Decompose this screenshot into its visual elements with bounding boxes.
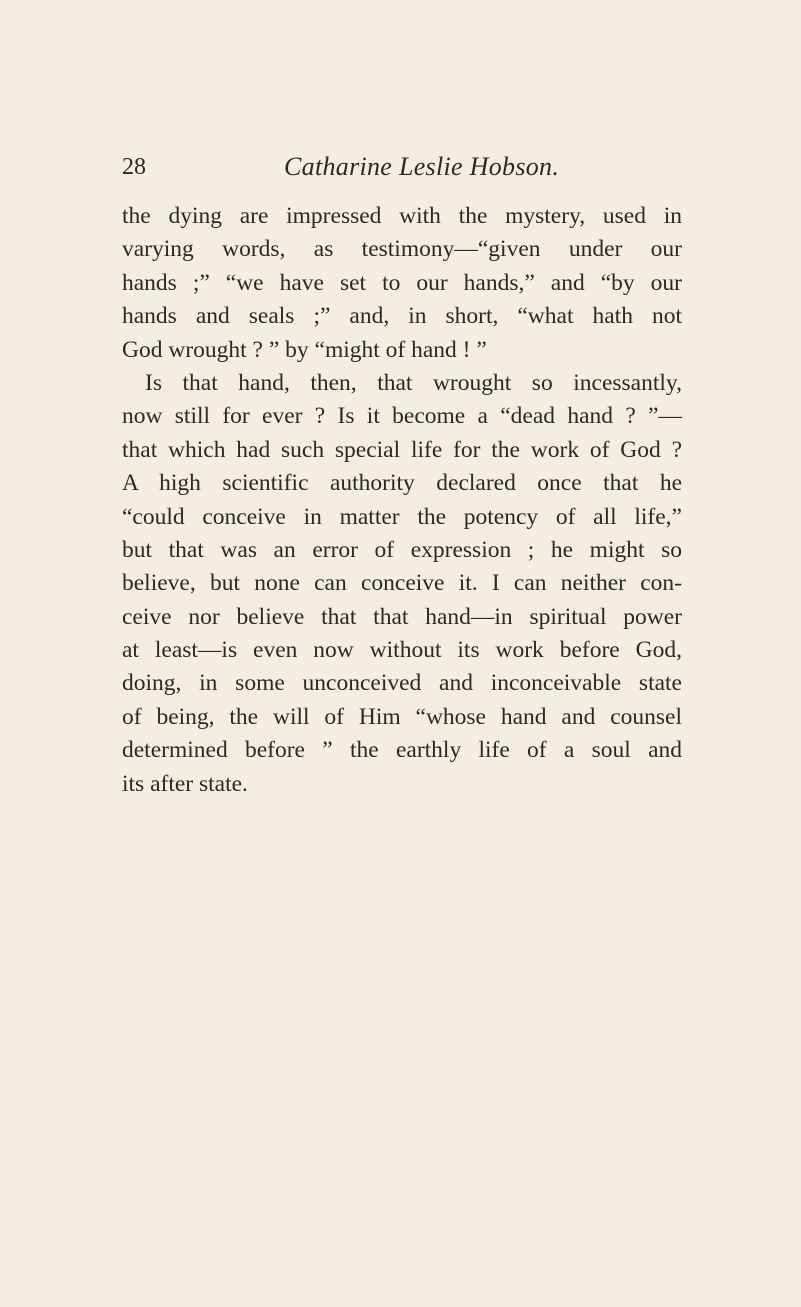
running-title: Catharine Leslie Hobson. <box>284 152 560 181</box>
text-line: that which had such special life for the work of God ? <box>122 436 682 463</box>
text-line: of being, the will of Him “whose hand and counsel <box>122 703 682 730</box>
text-line: believe, but none can conceive it. I can neither con- <box>122 570 682 597</box>
body-text <box>122 200 682 801</box>
text-line: its after state. <box>122 770 248 797</box>
text-line: doing, in some unconceived and inconceivable state <box>122 670 682 697</box>
text-line: ceive nor believe that that hand—in spiritual power <box>122 603 682 630</box>
text-line: varying words, as testimony—“given under our <box>122 236 682 263</box>
text-line: A high scientific authority declared once that he <box>122 470 682 497</box>
text-line: at least—is even now without its work before God, <box>122 637 682 664</box>
text-line: hands and seals ;” and, in short, “what hath not <box>122 303 682 330</box>
text-line: determined before ” the earthly life of a soul and <box>122 737 682 764</box>
page-header <box>122 150 682 190</box>
text-line: the dying are impressed with the mystery, used in <box>122 203 682 229</box>
page-number: 28 <box>122 154 146 180</box>
text-line: but that was an error of expression ; he might so <box>122 536 682 563</box>
text-line: hands ;” “we have set to our hands,” and “by our <box>122 269 682 296</box>
text-line: “could conceive in matter the potency of all life,” <box>122 503 682 530</box>
text-line: Is that hand, then, that wrought so incessantly, <box>145 369 682 396</box>
text-line: God wrought ? ” by “might of hand ! ” <box>122 336 487 363</box>
text-line: now still for ever ? Is it become a “dead hand ? ”— <box>122 403 682 430</box>
